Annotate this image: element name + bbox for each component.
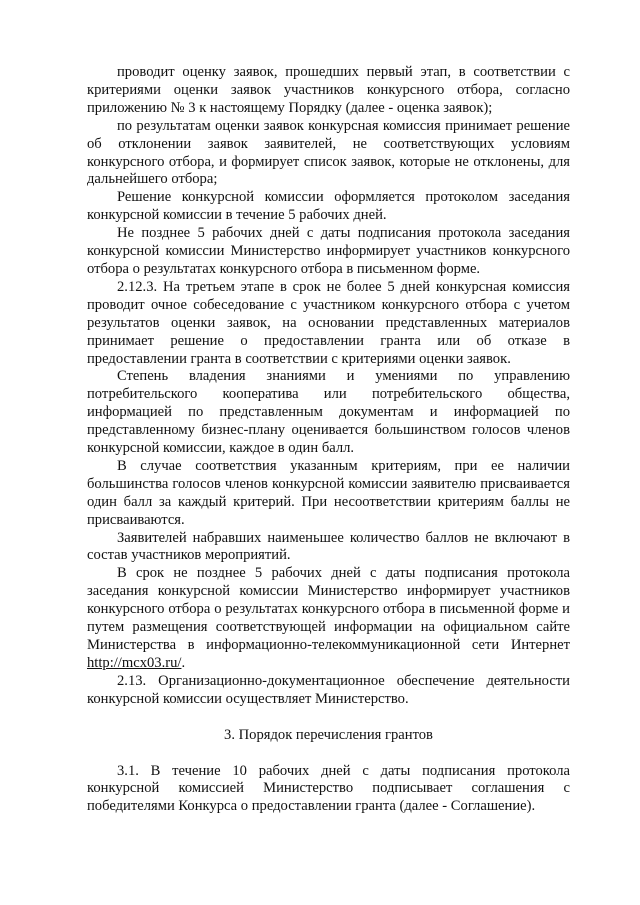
paragraph-grant-agreement: 3.1. В течение 10 рабочих дней с даты подписания протокола конкурсной комиссией Министерство подписывает соглашения с победителями Конкурса о предоставлении гранта (далее - Соглашение). xyxy=(87,762,570,815)
paragraph-publication xyxy=(87,565,570,672)
paragraph-publication-text: В срок не позднее 5 рабочих дней с даты подписания протокола заседания конкурсной комиссии Министерство информирует участников конкурсного отбора о результатах конкурсного отбора в письменной форме и путем размещения соответствующей информации на официальном сайте Министерства в информационно-телекоммуникационной сети Интернет xyxy=(87,565,570,653)
section-heading: 3. Порядок перечисления грантов xyxy=(224,726,433,743)
paragraph-assessment: проводит оценку заявок, прошедших первый этап, в соответствии с критериями оценки заявок участников конкурсного отбора, согласно приложению № 3 к настоящему Порядку (далее - оценка заявок); xyxy=(87,64,570,116)
paragraph-lowest-score: Заявителей набравших наименьшее количество баллов не включают в состав участников мероприятий. xyxy=(87,529,570,564)
paragraph-rejection-decision: по результатам оценки заявок конкурсная комиссия принимает решение об отклонении заявок заявителей, не соответствующих условиям конкурсного отбора, и формирует список заявок, которые не отклонены, для дальнейшего отбора; xyxy=(87,117,570,188)
paragraph-publication-tail: . xyxy=(181,654,186,671)
paragraph-organizational-support: 2.13. Организационно-документационное обеспечение деятельности конкурсной комиссии осуществляет Министерство. xyxy=(87,672,570,707)
paragraph-third-stage: 2.12.3. На третьем этапе в срок не более 5 дней конкурсная комиссия проводит очное собеседование с участником конкурсного отбора с учетом результатов оценки заявок, на основании представленных материалов принимает решение о предоставлении гранта или об отказе в предоставлении гранта в соответствии с критериями оценки заявок. xyxy=(87,278,570,367)
paragraph-knowledge-degree: Степень владения знаниями и умениями по управлению потребительского кооператива или потребительского общества, информацией по представленным документам и информацией по представленному бизнес-плану оценивается большинством голосов членов конкурсной комиссии, каждое в один балл. xyxy=(87,368,570,457)
website-link[interactable]: http://mcx03.ru/ xyxy=(87,654,182,671)
paragraph-notification: Не позднее 5 рабочих дней с даты подписания протокола заседания конкурсной комиссии Министерство информирует участников конкурсного отбора о результатах конкурсного отбора в письменном форме. xyxy=(87,225,570,277)
paragraph-protocol: Решение конкурсной комиссии оформляется протоколом заседания конкурсной комиссии в течение 5 рабочих дней. xyxy=(87,189,570,224)
paragraph-scoring: В случае соответствия указанным критериям, при ее наличии большинства голосов членов конкурсной комиссии заявителю присваивается один балл за каждый критерий. При несоответствии критериям баллы не присваиваются. xyxy=(87,457,570,528)
